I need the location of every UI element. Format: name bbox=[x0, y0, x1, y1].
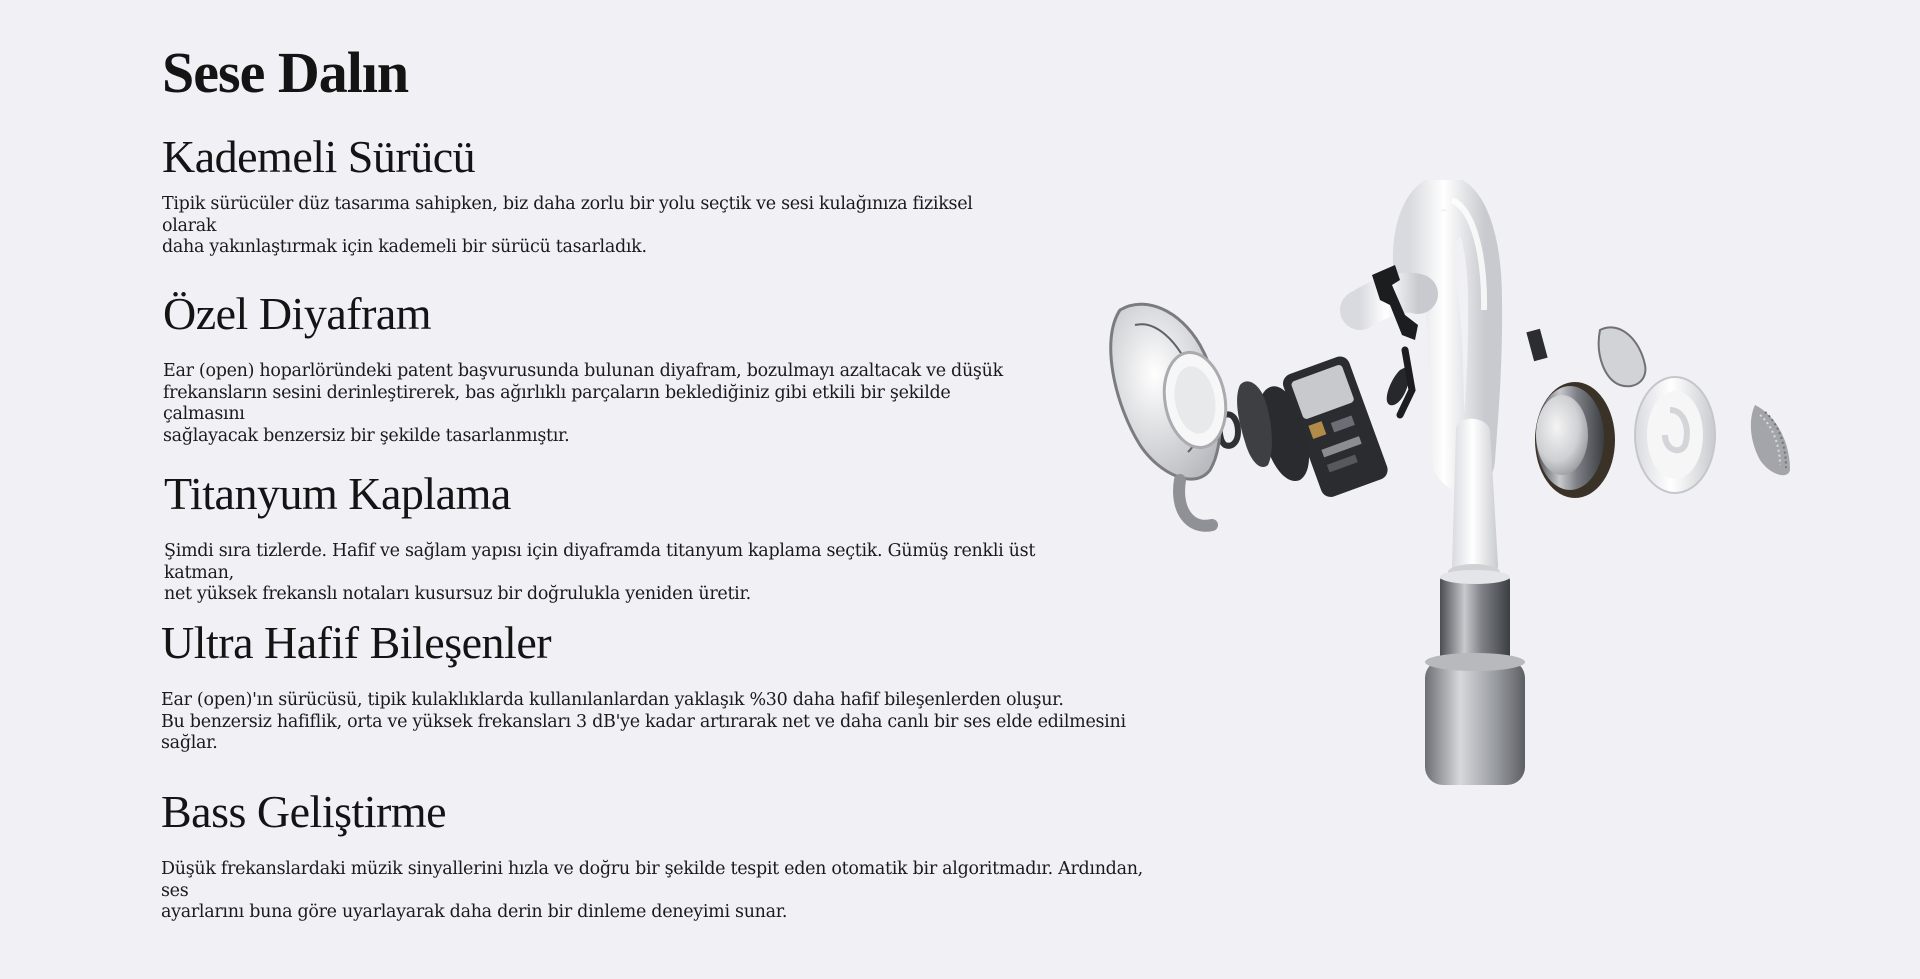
feature-description bbox=[162, 194, 1022, 259]
feature-ultra-light-components bbox=[161, 616, 1161, 755]
feature-bass-enhancement bbox=[161, 785, 1161, 924]
feature-description bbox=[161, 859, 1161, 924]
feature-description-line: Bu benzersiz hafiflik, orta ve yüksek frekansları 3 dB'ye kadar artırarak net ve daha canlı bir ses elde edilmesini sağlar. bbox=[161, 711, 1126, 753]
feature-description-line: sağlayacak benzersiz bir şekilde tasarlanmıştır. bbox=[163, 425, 570, 446]
feature-title: Bass Geliştirme bbox=[161, 786, 447, 837]
feature-description-line: daha yakınlaştırmak için kademeli bir sürücü tasarladık. bbox=[162, 237, 647, 257]
feature-title: Ultra Hafif Bileşenler bbox=[161, 617, 552, 668]
page-title: Sese Dalın bbox=[162, 40, 409, 105]
feature-description-line: Ear (open)'ın sürücüsü, tipik kulaklıklarda kullanılanlardan yaklaşık %30 daha hafif bileşenlerden oluşur. bbox=[161, 690, 1064, 710]
feature-title: Titanyum Kaplama bbox=[164, 468, 511, 519]
feature-description bbox=[161, 690, 1161, 755]
feature-description bbox=[164, 541, 1064, 606]
feature-description-line: Tipik sürücüler düz tasarıma sahipken, biz daha zorlu bir yolu seçtik ve sesi kulağınıza fiziksel olarak bbox=[162, 194, 973, 236]
feature-description-line: frekansların sesini derinleştirerek, bas ağırlıklı parçaların beklediğiniz gibi etkili bir şekilde çalmasını bbox=[163, 382, 951, 424]
feature-description-line: net yüksek frekanslı notaları kusursuz bir doğrulukla yeniden üretir. bbox=[164, 584, 751, 604]
mesh-grille-part bbox=[1751, 405, 1790, 475]
feature-title: Özel Diyafram bbox=[163, 288, 432, 339]
feature-special-diaphragm bbox=[163, 287, 1023, 447]
feature-description-line: Ear (open) hoparlöründeki patent başvurusunda bulunan diyafram, bozulmayı azaltacak ve düşük bbox=[163, 361, 1003, 381]
white-cap-part bbox=[1635, 377, 1715, 493]
feature-description-line: Düşük frekanslardaki müzik sinyallerini hızla ve doğru bir şekilde tespit eden otomatik bir algoritmadır. Ardından, ses bbox=[161, 859, 1143, 901]
feature-description-line: Şimdi sıra tizlerde. Hafif ve sağlam yapısı için diyaframda titanyum kaplama seçtik. Gümüş renkli üst katman, bbox=[164, 541, 1036, 583]
battery-cylinder bbox=[1425, 570, 1525, 785]
driver-part bbox=[1526, 327, 1645, 498]
feature-description-line: ayarlarını buna göre uyarlayarak daha derin bir dinleme deneyimi sunar. bbox=[161, 902, 788, 922]
clear-housing-part bbox=[1111, 304, 1233, 526]
feature-stepped-driver bbox=[162, 130, 1022, 259]
feature-description bbox=[163, 361, 1023, 447]
feature-titanium-coating bbox=[164, 467, 1064, 606]
feature-title: Kademeli Sürücü bbox=[162, 131, 476, 182]
exploded-earbud-illustration bbox=[1100, 180, 1820, 830]
